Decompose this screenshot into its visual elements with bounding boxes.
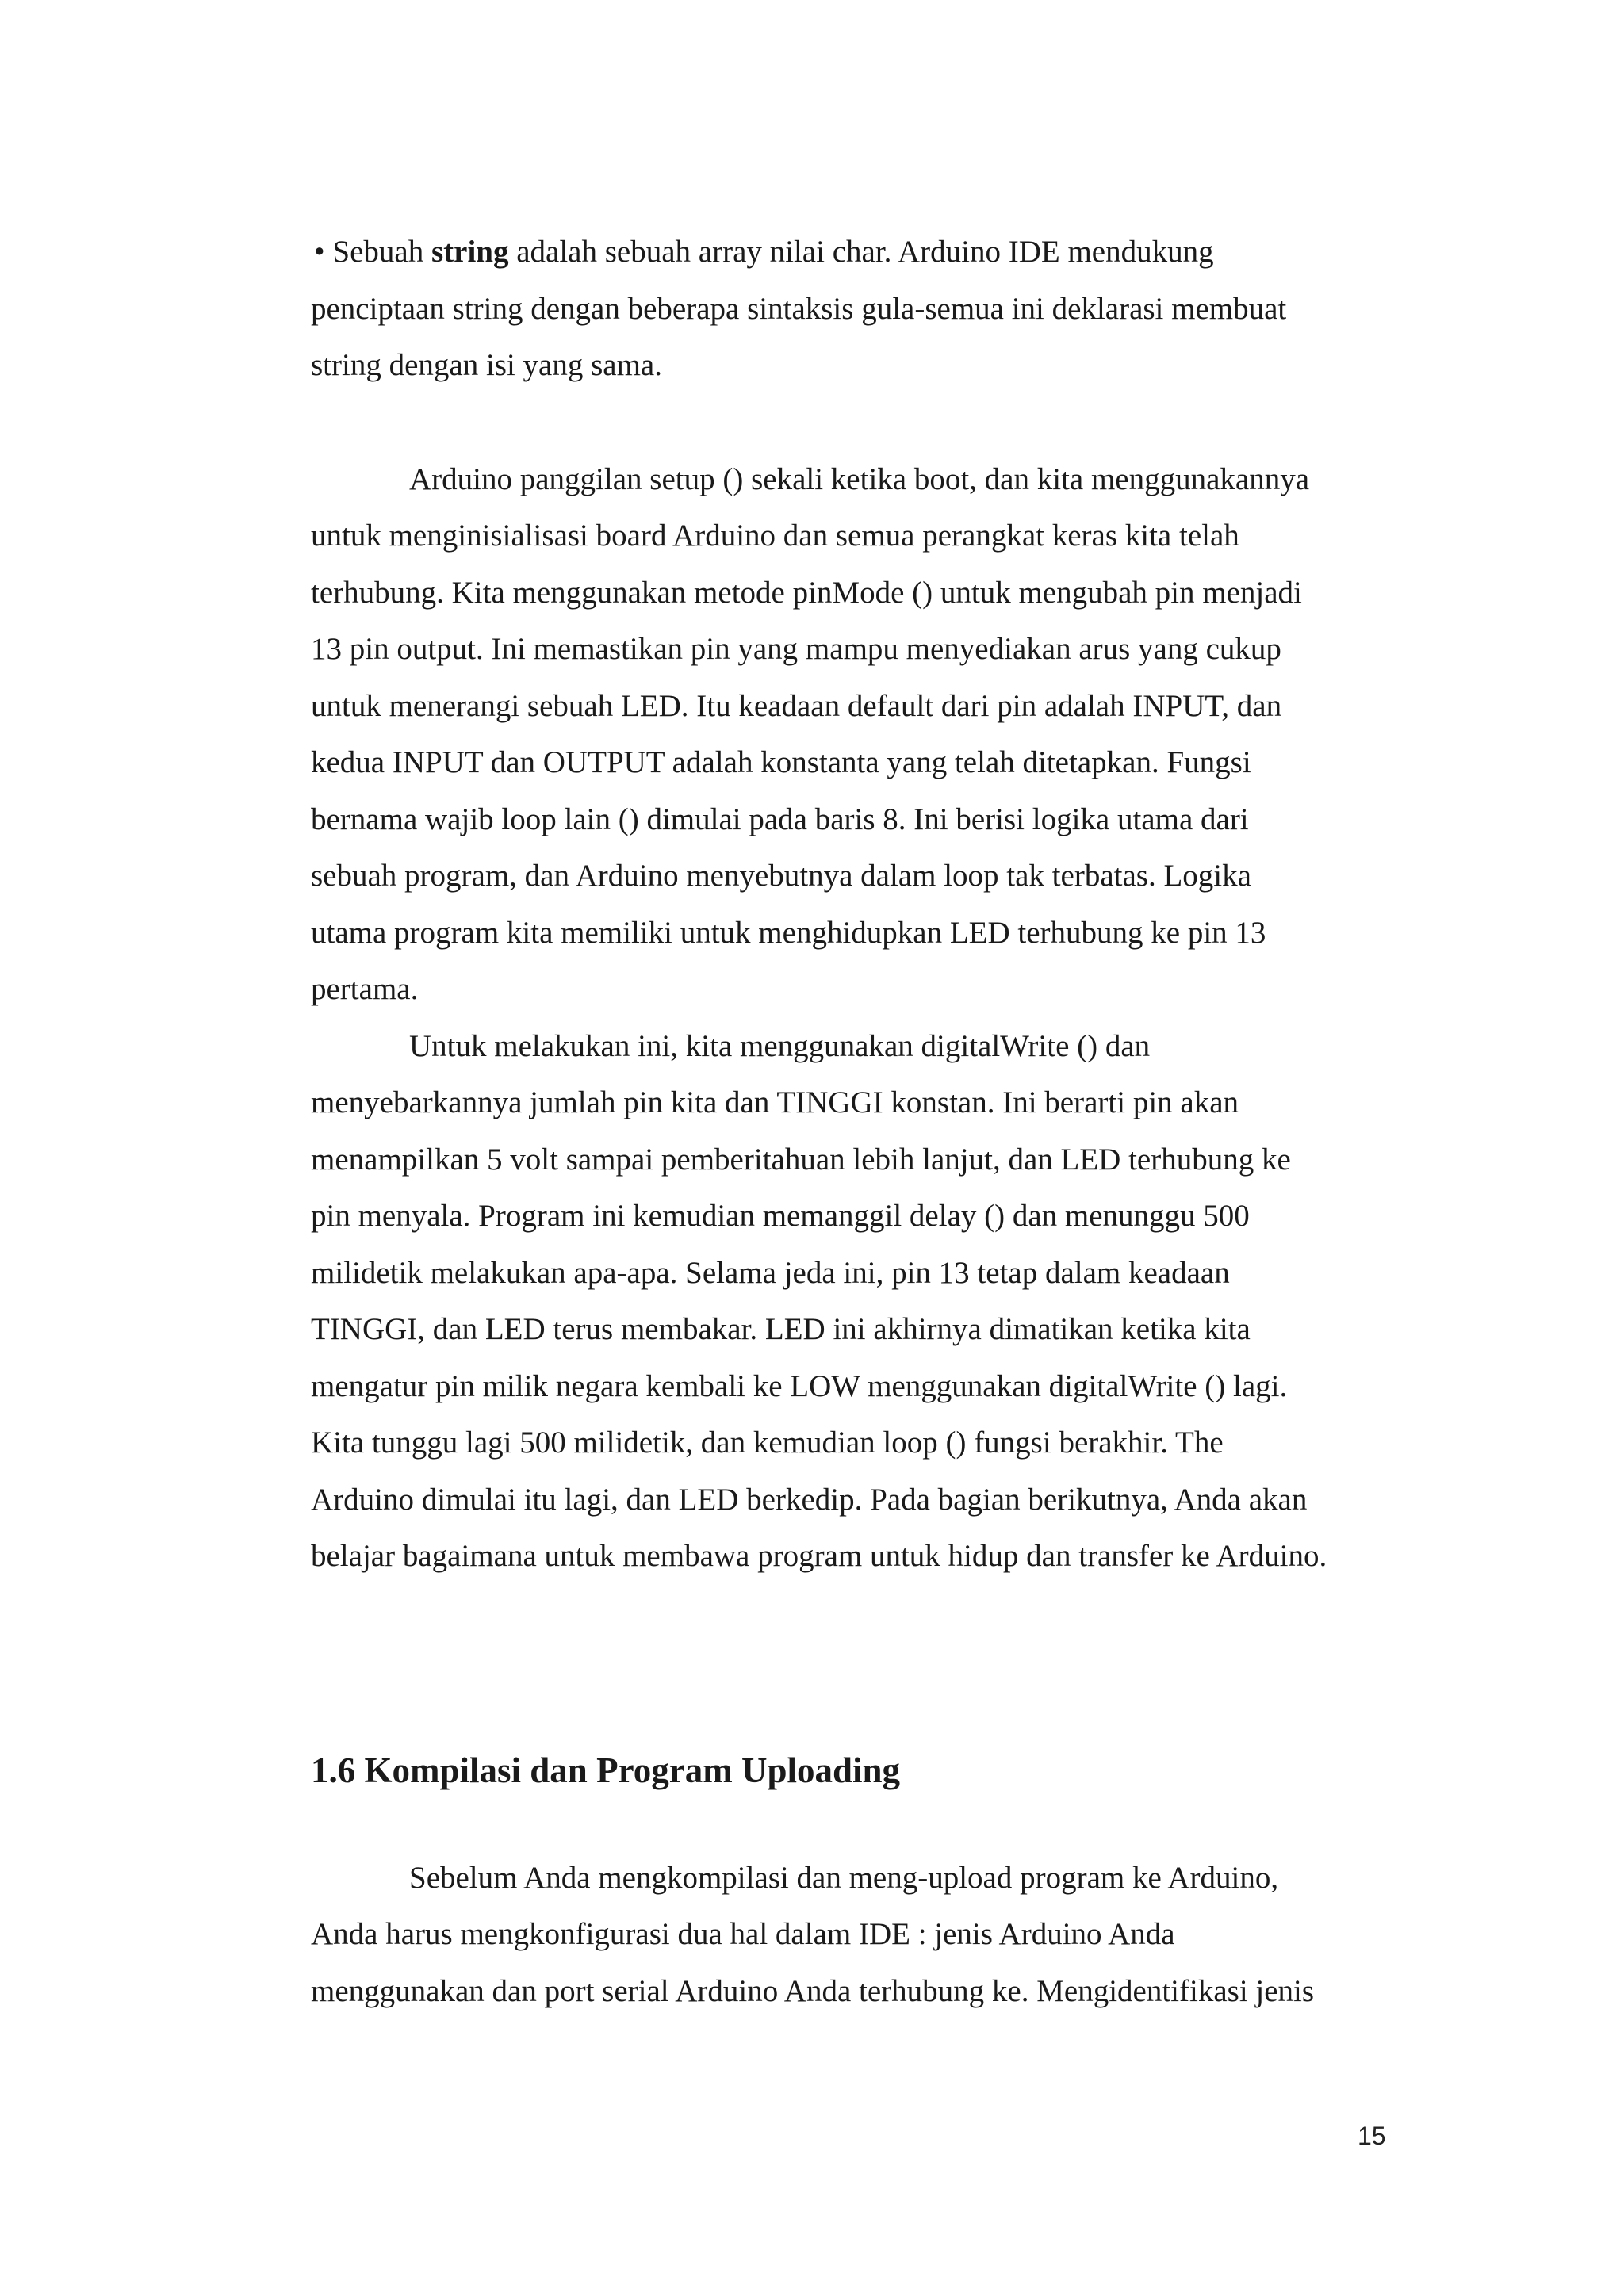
bullet-line-1 [311, 224, 1405, 281]
text-line: Arduino dimulai itu lagi, dan LED berkedip. Pada bagian berikutnya, Anda akan [311, 1482, 1308, 1517]
text-line: sebuah program, dan Arduino menyebutnya dalam loop tak terbatas. Logika [311, 859, 1251, 893]
bullet-marker: • [314, 235, 325, 269]
bullet-paragraph [311, 224, 1405, 394]
paragraph-digitalwrite [311, 1018, 1405, 1585]
text-line: utama program kita memiliki untuk menghidupkan LED terhubung ke pin 13 [311, 915, 1266, 950]
text-line: Arduino panggilan setup () sekali ketika boot, dan kita menggunakannya [409, 461, 1310, 496]
text-line: Anda harus mengkonfigurasi dua hal dalam IDE : jenis Arduino Anda [311, 1917, 1175, 1951]
text-line: pertama. [311, 972, 419, 1006]
bullet-line-2: penciptaan string dengan beberapa sintaksis gula-semua ini deklarasi membuat [311, 291, 1287, 326]
text-line: TINGGI, dan LED terus membakar. LED ini akhirnya dimatikan ketika kita [311, 1312, 1251, 1346]
text-line: Untuk melakukan ini, kita menggunakan digitalWrite () dan [409, 1028, 1151, 1063]
text-line: kedua INPUT dan OUTPUT adalah konstanta yang telah ditetapkan. Fungsi [311, 745, 1251, 779]
bullet-line-1-rest: adalah sebuah array nilai char. Arduino IDE mendukung [516, 235, 1214, 269]
text-line: 13 pin output. Ini memastikan pin yang mampu menyediakan arus yang cukup [311, 632, 1281, 666]
text-line: milidetik melakukan apa-apa. Selama jeda ini, pin 13 tetap dalam keadaan [311, 1255, 1230, 1290]
bullet-word-before: Sebuah [332, 235, 424, 269]
page-content [311, 224, 1405, 2019]
text-line: Kita tunggu lagi 500 milidetik, dan kemudian loop () fungsi berakhir. The [311, 1425, 1224, 1460]
section-heading: 1.6 Kompilasi dan Program Uploading [311, 1750, 901, 1790]
text-line: pin menyala. Program ini kemudian memanggil delay () dan menunggu 500 [311, 1199, 1250, 1233]
text-line: belajar bagaimana untuk membawa program untuk hidup dan transfer ke Arduino. [311, 1539, 1327, 1573]
text-line: menggunakan dan port serial Arduino Anda terhubung ke. Mengidentifikasi jenis [311, 1973, 1315, 2008]
text-line: untuk menerangi sebuah LED. Itu keadaan default dari pin adalah INPUT, dan [311, 688, 1282, 723]
bullet-line-3: string dengan isi yang sama. [311, 348, 662, 382]
text-line: Sebelum Anda mengkompilasi dan meng-upload program ke Arduino, [409, 1860, 1279, 1895]
bold-term-string: string [431, 235, 509, 269]
paragraph-compile [311, 1850, 1405, 2020]
text-line: untuk menginisialisasi board Arduino dan semua perangkat keras kita telah [311, 519, 1239, 553]
text-line: menyebarkannya jumlah pin kita dan TINGGI konstan. Ini berarti pin akan [311, 1085, 1239, 1119]
text-line: menampilkan 5 volt sampai pemberitahuan lebih lanjut, dan LED terhubung ke [311, 1142, 1291, 1177]
text-line: mengatur pin milik negara kembali ke LOW menggunakan digitalWrite () lagi. [311, 1368, 1288, 1403]
text-line: terhubung. Kita menggunakan metode pinMode () untuk mengubah pin menjadi [311, 575, 1302, 610]
paragraph-setup [311, 451, 1405, 1018]
page-number: 15 [1358, 2122, 1386, 2150]
text-line: bernama wajib loop lain () dimulai pada baris 8. Ini berisi logika utama dari [311, 802, 1249, 836]
